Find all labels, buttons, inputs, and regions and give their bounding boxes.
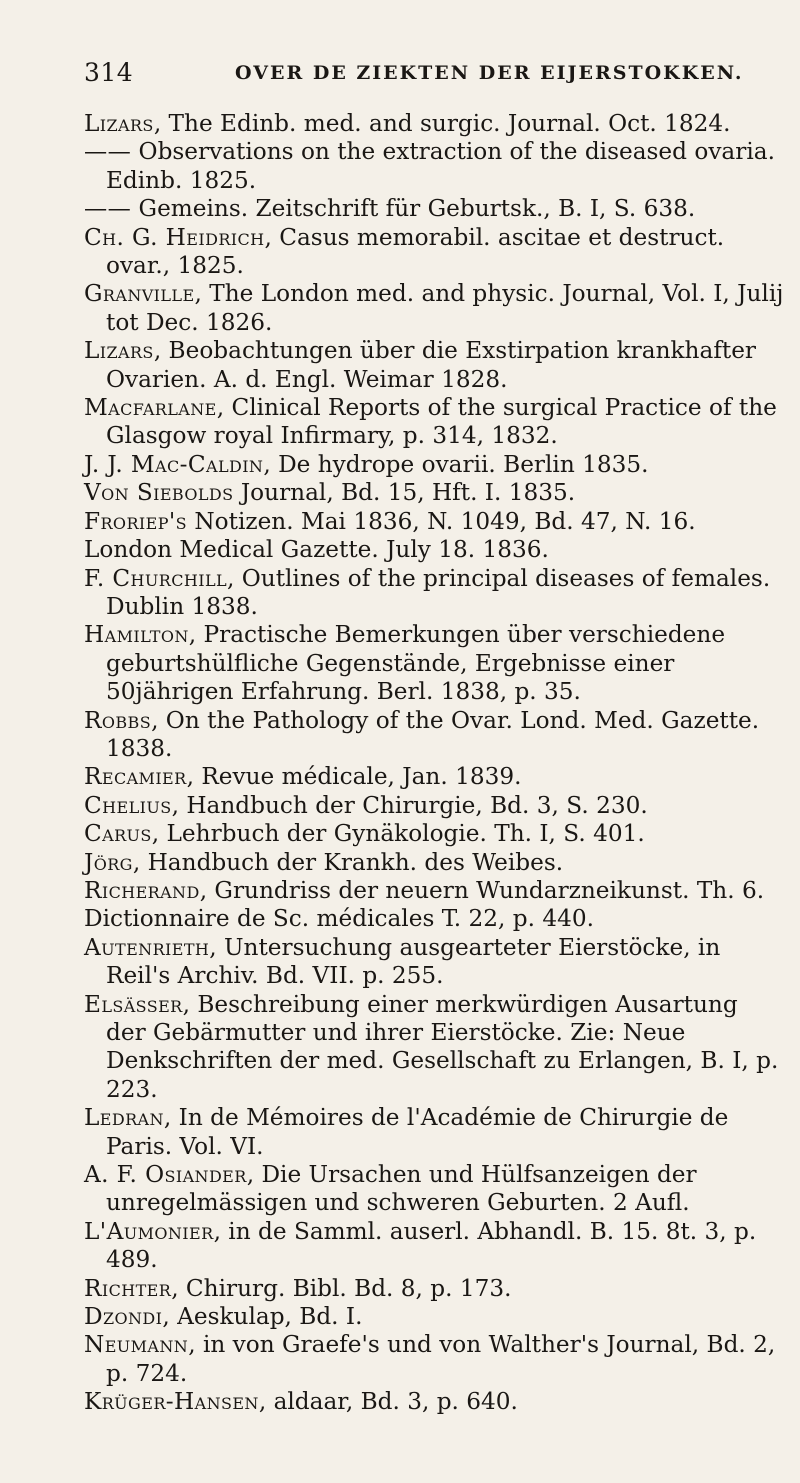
reference-text: Dictionnaire de Sc. médicales T. 22, p. 440.: [84, 905, 594, 933]
reference-entry: [84, 508, 784, 536]
reference-entry: [84, 536, 784, 564]
reference-entry: [84, 1331, 784, 1388]
reference-entry: [84, 1275, 784, 1303]
reference-text: , Beschreibung einer merkwürdigen Ausartung der Gebärmutter und ihrer Eierstöcke. Zie: Neue Denkschriften der med. Gesellschaft zu Erlangen, B. I, p. 223.: [106, 990, 779, 1103]
reference-text: , Aeskulap, Bd. I.: [162, 1303, 363, 1331]
reference-author: Ledran: [84, 1104, 164, 1132]
reference-text: , Casus memorabil. ascitae et destruct. ovar., 1825.: [106, 223, 725, 280]
reference-author: Chelius: [84, 791, 172, 819]
reference-entry: [84, 991, 784, 1105]
reference-author: Richter: [84, 1274, 172, 1302]
reference-text: Notizen. Mai 1836, N. 1049, Bd. 47, N. 16.: [187, 507, 696, 535]
reference-entry: [84, 479, 784, 507]
reference-author: Macfarlane: [84, 394, 217, 422]
reference-text: , Revue médicale, Jan. 1839.: [186, 763, 522, 791]
reference-author: Froriep's: [84, 507, 188, 535]
reference-text: , Die Ursachen und Hülfsanzeigen der unregelmässigen und schweren Geburten. 2 Aufl.: [106, 1161, 697, 1217]
reference-text: , Beobachtungen über die Exstirpation krankhafter Ovarien. A. d. Engl. Weimar 1828.: [106, 337, 757, 393]
reference-author: Von Siebolds: [84, 479, 234, 507]
reference-author: Autenrieth: [84, 933, 210, 961]
reference-author: Krüger-Hansen: [84, 1388, 259, 1416]
page-number: 314: [84, 58, 134, 87]
reference-text: , Outlines of the principal diseases of females. Dublin 1838.: [106, 564, 771, 620]
reference-text: , Practische Bemerkungen über verschiedene geburtshülfliche Gegenstände, Ergebnisse einer 50jährigen Erfahrung. Berl. 1838, p. 35.: [106, 621, 726, 706]
reference-entry: [84, 820, 784, 848]
reference-entry: [84, 451, 784, 479]
reference-author: Lizars: [84, 337, 154, 365]
running-head: OVER DE ZIEKTEN DER EIJERSTOKKEN.: [235, 62, 744, 84]
reference-text: , On the Pathology of the Ovar. Lond. Med. Gazette. 1838.: [106, 706, 760, 762]
reference-text: , The Edinb. med. and surgic. Journal. Oct. 1824.: [153, 110, 731, 137]
reference-entry: [84, 792, 784, 820]
reference-text: , Handbuch der Chirurgie, Bd. 3, S. 230.: [171, 791, 648, 819]
reference-entry: [84, 337, 784, 394]
reference-entry: [84, 763, 784, 791]
reference-author: F. Churchill: [84, 564, 228, 592]
reference-author: Lizars: [84, 110, 154, 137]
reference-entry: [84, 1218, 784, 1275]
reference-entry: [84, 565, 784, 622]
reference-text: , in de Samml. auserl. Abhandl. B. 15. 8t. 3, p. 489.: [106, 1217, 757, 1274]
reference-text: Observations on the extraction of the diseased ovaria. Edinb. 1825.: [106, 138, 775, 194]
reference-author: Robbs: [84, 706, 152, 734]
reference-author: Granville: [84, 280, 195, 308]
reference-entry: [84, 138, 784, 195]
reference-author: Ch. G. Heidrich: [84, 223, 265, 251]
reference-text: , De hydrope ovarii. Berlin 1835.: [263, 450, 649, 478]
reference-text: London Medical Gazette. July 18. 1836.: [84, 536, 549, 564]
reference-entry: [84, 934, 784, 991]
reference-entry: [84, 224, 784, 281]
reference-author: L'Aumonier: [84, 1217, 214, 1245]
reference-entry: [84, 280, 784, 337]
reference-text: , in von Graefe's und von Walther's Journal, Bd. 2, p. 724.: [106, 1331, 776, 1387]
reference-entry: [84, 1104, 784, 1161]
reference-author: J. J. Mac-Caldin: [84, 450, 264, 478]
reference-author: Neumann: [84, 1331, 189, 1359]
reference-entry: [84, 110, 784, 138]
reference-entry: [84, 1388, 784, 1416]
reference-text: , Chirurg. Bibl. Bd. 8, p. 173.: [171, 1274, 512, 1302]
reference-entry: [84, 1161, 784, 1218]
reference-text: , Untersuchung ausgearteter Eierstöcke, in Reil's Archiv. Bd. VII. p. 255.: [106, 933, 721, 990]
reference-text: , Clinical Reports of the surgical Practice of the Glasgow royal Infirmary, p. 314, 1832.: [106, 394, 777, 450]
reference-author: Richerand: [84, 876, 200, 904]
reference-entry: [84, 707, 784, 764]
reference-author: Carus: [84, 820, 152, 848]
page-header: [84, 58, 764, 92]
reference-entry: [84, 849, 784, 877]
reference-author: Jörg: [84, 848, 133, 876]
reference-author: Elsässer: [84, 990, 183, 1018]
reference-entry: [84, 195, 784, 223]
reference-entry: [84, 1303, 784, 1331]
reference-text: , In de Mémoires de l'Académie de Chirurgie de Paris. Vol. VI.: [106, 1104, 729, 1160]
reference-entry: [84, 877, 784, 905]
reference-entry: [84, 394, 784, 451]
reference-author: Recamier: [84, 763, 187, 791]
reference-entry: [84, 905, 784, 933]
reference-author: Hamilton: [84, 621, 189, 649]
reference-author: ——: [84, 138, 132, 166]
reference-text: Journal, Bd. 15, Hft. I. 1835.: [233, 479, 576, 507]
reference-text: , The London med. and physic. Journal, Vol. I, Julij tot Dec. 1826.: [106, 280, 784, 336]
reference-author: Dzondi: [84, 1303, 163, 1331]
reference-text: , Grundriss der neuern Wundarzneikunst. Th. 6.: [199, 876, 765, 904]
reference-author: ——: [84, 195, 132, 223]
reference-list: [84, 110, 784, 1417]
reference-entry: [84, 621, 784, 706]
reference-author: A. F. Osiander: [84, 1161, 247, 1189]
reference-text: , Lehrbuch der Gynäkologie. Th. I, S. 401.: [151, 820, 645, 848]
reference-text: Gemeins. Zeitschrift für Geburtsk., B. I, S. 638.: [131, 195, 696, 223]
reference-text: , aldaar, Bd. 3, p. 640.: [258, 1388, 518, 1416]
reference-text: , Handbuch der Krankh. des Weibes.: [132, 848, 564, 876]
